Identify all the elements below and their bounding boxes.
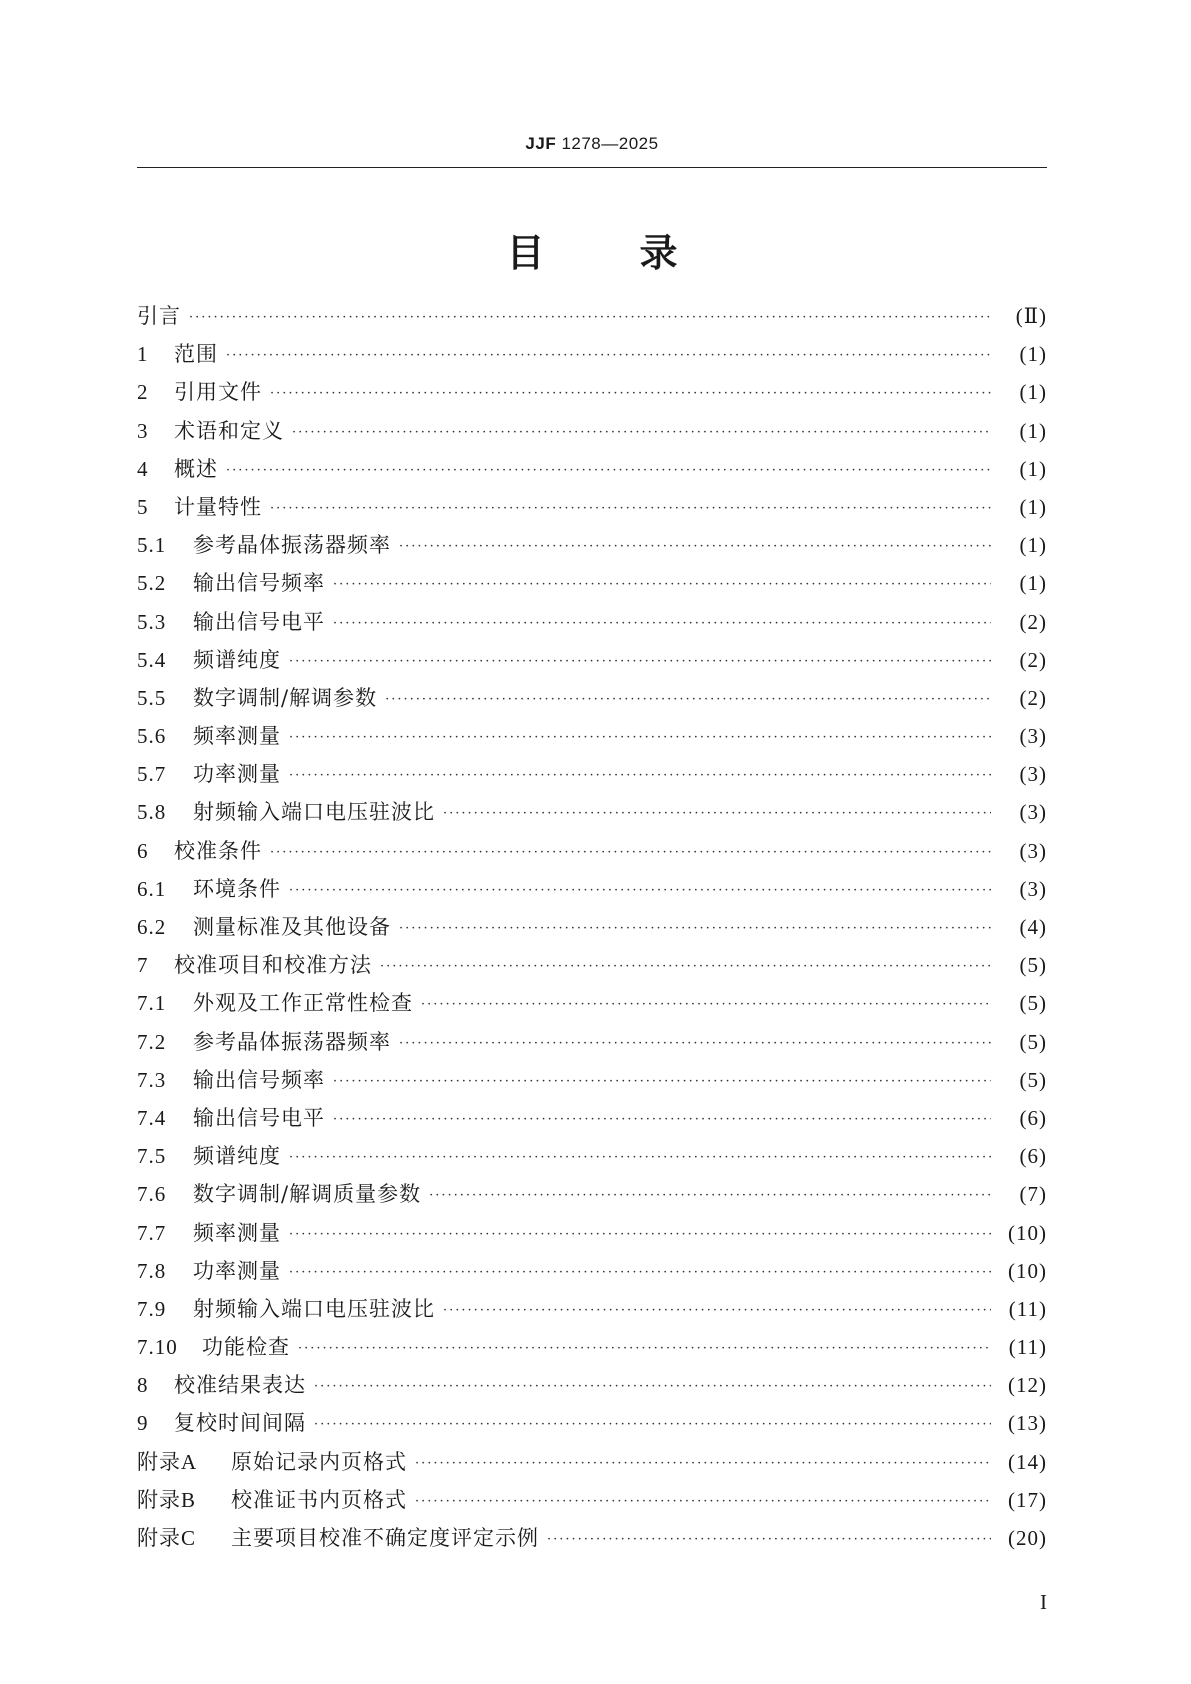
toc-section-number: 7.4 [137, 1105, 167, 1130]
toc-section-number: 5 [137, 494, 149, 519]
toc-leader-dots [289, 1227, 991, 1242]
toc-section-title: 输出信号频率 [193, 571, 325, 596]
toc-entry[interactable] [137, 1407, 1047, 1445]
toc-section-number: 1 [137, 342, 149, 367]
standard-code-number: 1278—2025 [561, 134, 659, 153]
toc-leader-dots [443, 806, 991, 821]
toc-leader-dots [314, 1417, 991, 1432]
toc-leader-dots [443, 1303, 991, 1318]
toc-leader-dots [421, 997, 991, 1012]
toc-section-title: 校准结果表达 [174, 1373, 306, 1398]
toc-page-number: (5) [1019, 1029, 1047, 1054]
toc-section-title: 频率测量 [193, 1220, 281, 1245]
toc-entry[interactable] [137, 1255, 1047, 1293]
toc-entry[interactable] [137, 987, 1047, 1025]
toc-page-number: (5) [1019, 953, 1047, 978]
toc-page-number: (2) [1019, 609, 1047, 634]
toc-section-number: 7.2 [137, 1029, 167, 1054]
toc-leader-dots [226, 348, 991, 363]
toc-entry[interactable] [137, 338, 1047, 376]
toc-section-title: 频率测量 [193, 724, 281, 749]
toc-page-number: (10) [1008, 1220, 1047, 1245]
toc-page-number: (3) [1019, 762, 1047, 787]
document-header [137, 134, 1047, 154]
toc-leader-dots [399, 539, 991, 554]
toc-section-title: 输出信号电平 [193, 1105, 325, 1130]
toc-page-number: (17) [1008, 1487, 1047, 1512]
toc-section-number: 6 [137, 838, 149, 863]
toc-section-number: 7.1 [137, 991, 167, 1016]
toc-entry[interactable] [137, 1446, 1047, 1484]
toc-section-title: 校准证书内页格式 [231, 1487, 407, 1512]
toc-section-number: 5.2 [137, 571, 167, 596]
toc-leader-dots [289, 654, 991, 669]
toc-section-title: 范围 [174, 342, 218, 367]
header-rule [137, 167, 1047, 168]
toc-section-title: 术语和定义 [174, 418, 284, 443]
toc-leader-dots [380, 959, 991, 974]
toc-leader-dots [415, 1494, 991, 1509]
toc-page-number: (20) [1008, 1526, 1047, 1550]
toc-section-number: 7 [137, 953, 149, 978]
toc-page-number: (1) [1019, 494, 1047, 519]
toc-entry[interactable] [137, 720, 1047, 758]
toc-section-title: 射频输入端口电压驻波比 [193, 800, 435, 825]
toc-entry[interactable] [137, 1140, 1047, 1178]
toc-leader-dots [270, 501, 991, 516]
toc-section-title: 外观及工作正常性检查 [193, 991, 413, 1016]
toc-entry[interactable] [137, 1217, 1047, 1255]
toc-section-number: 7.7 [137, 1220, 167, 1245]
toc-entry[interactable] [137, 567, 1047, 605]
toc-entry[interactable] [137, 1026, 1047, 1064]
toc-section-title: 原始记录内页格式 [231, 1449, 407, 1474]
toc-section-number: 5.8 [137, 800, 167, 825]
toc-leader-dots [333, 616, 991, 631]
toc-section-title: 主要项目校准不确定度评定示例 [231, 1526, 539, 1550]
toc-section-number: 6.2 [137, 915, 167, 939]
toc-page-number: (6) [1019, 1144, 1047, 1169]
toc-entry[interactable] [137, 873, 1047, 911]
toc-section-number: 3 [137, 418, 149, 443]
toc-section-title: 环境条件 [193, 876, 281, 901]
toc-page-number: (1) [1019, 571, 1047, 596]
toc-entry[interactable] [137, 491, 1047, 529]
toc-section-title: 概述 [174, 456, 218, 481]
toc-entry[interactable] [137, 644, 1047, 682]
toc-entry[interactable] [137, 1178, 1047, 1216]
toc-page-number: (Ⅱ) [1015, 304, 1047, 328]
toc-section-number: 7.6 [137, 1182, 167, 1207]
toc-page-number: (10) [1008, 1258, 1047, 1283]
toc-section-number: 8 [137, 1373, 149, 1398]
toc-section-number: 4 [137, 456, 149, 481]
toc-section-number: 7.10 [137, 1335, 178, 1360]
toc-section-number: 7.5 [137, 1144, 167, 1169]
toc-section-number: 5.1 [137, 533, 167, 558]
toc-entry[interactable] [137, 1293, 1047, 1331]
toc-leader-dots [292, 425, 991, 440]
toc-entry[interactable] [137, 1522, 1047, 1560]
toc-section-number: 5.6 [137, 724, 167, 749]
toc-entry[interactable] [137, 300, 1047, 338]
toc-entry[interactable] [137, 1064, 1047, 1102]
toc-section-title: 测量标准及其他设备 [193, 915, 391, 939]
toc-page-number: (1) [1019, 418, 1047, 443]
toc-page-number: (2) [1019, 647, 1047, 672]
toc-section-number: 附录A [137, 1449, 198, 1474]
toc-page-number: (3) [1019, 838, 1047, 863]
toc-leader-dots [333, 1112, 991, 1127]
toc-section-number: 5.5 [137, 685, 167, 710]
toc-entry[interactable] [137, 796, 1047, 834]
toc-section-number: 5.3 [137, 609, 167, 634]
toc-leader-dots [270, 386, 991, 401]
toc-section-title: 频谱纯度 [193, 1144, 281, 1169]
toc-entry[interactable] [137, 415, 1047, 453]
toc-leader-dots [226, 463, 991, 478]
toc-page-number: (7) [1019, 1182, 1047, 1207]
toc-section-title: 校准条件 [174, 838, 262, 863]
toc-page-number: (1) [1019, 342, 1047, 367]
toc-leader-dots [333, 577, 991, 592]
toc-section-number: 附录C [137, 1526, 197, 1550]
toc-leader-dots [189, 310, 991, 325]
toc-leader-dots [289, 1150, 991, 1165]
toc-leader-dots [314, 1379, 991, 1394]
toc-leader-dots [270, 845, 991, 860]
toc-page-number: (13) [1008, 1411, 1047, 1436]
toc-section-title: 参考晶体振荡器频率 [193, 533, 391, 558]
standard-code-prefix: JJF [525, 134, 557, 153]
toc-page-number: (11) [1008, 1296, 1047, 1321]
toc-entry[interactable] [137, 453, 1047, 491]
toc-page-number: (1) [1019, 380, 1047, 405]
page-title-char-2: 录 [639, 231, 678, 275]
toc-entry[interactable] [137, 949, 1047, 987]
toc-entry[interactable] [137, 1102, 1047, 1140]
toc-section-title: 输出信号电平 [193, 609, 325, 634]
toc-section-number: 5.4 [137, 647, 167, 672]
toc-section-title: 数字调制/解调参数 [193, 685, 378, 710]
toc-entry[interactable] [137, 1484, 1047, 1522]
toc-section-number: 7.9 [137, 1296, 167, 1321]
toc-page-number: (6) [1019, 1105, 1047, 1130]
page-title-char-1: 目 [506, 231, 545, 275]
toc-leader-dots [415, 1456, 991, 1471]
toc-entry[interactable] [137, 758, 1047, 796]
toc-page-number: (3) [1019, 724, 1047, 749]
toc-entry[interactable] [137, 682, 1047, 720]
toc-section-title: 射频输入端口电压驻波比 [193, 1296, 435, 1321]
toc-leader-dots [289, 1265, 991, 1280]
toc-entry[interactable] [137, 1369, 1047, 1407]
toc-section-number: 2 [137, 380, 149, 405]
toc-leader-dots [547, 1532, 991, 1547]
toc-section-number: 附录B [137, 1487, 197, 1512]
toc-section-title: 功率测量 [193, 762, 281, 787]
toc-entry[interactable] [137, 606, 1047, 644]
toc-entry[interactable] [137, 911, 1047, 949]
toc-page-number: (3) [1019, 800, 1047, 825]
toc-section-number: 7.3 [137, 1067, 167, 1092]
toc-page-number: (14) [1008, 1449, 1047, 1474]
toc-entry[interactable] [137, 376, 1047, 414]
toc-section-number: 5.7 [137, 762, 167, 787]
toc-page-number: (5) [1019, 991, 1047, 1016]
toc-leader-dots [289, 768, 991, 783]
toc-leader-dots [333, 1074, 991, 1089]
toc-section-title: 输出信号频率 [193, 1067, 325, 1092]
toc-page-number: (5) [1019, 1067, 1047, 1092]
toc-section-title: 引用文件 [174, 380, 262, 405]
toc-leader-dots [429, 1188, 991, 1203]
toc-section-title: 功能检查 [202, 1335, 290, 1360]
toc-page-number: (11) [1008, 1335, 1047, 1360]
toc-section-title: 计量特性 [174, 494, 262, 519]
toc-section-number: 9 [137, 1411, 149, 1436]
toc-page-number: (12) [1008, 1373, 1047, 1398]
toc-section-title: 参考晶体振荡器频率 [193, 1029, 391, 1054]
toc-entry[interactable] [137, 1331, 1047, 1369]
toc-section-title: 功率测量 [193, 1258, 281, 1283]
page-title [137, 222, 1047, 277]
toc-leader-dots [289, 730, 991, 745]
toc-section-title: 复校时间间隔 [174, 1411, 306, 1436]
toc-page-number: (3) [1019, 876, 1047, 901]
toc-section-title: 频谱纯度 [193, 647, 281, 672]
table-of-contents [137, 300, 1047, 1560]
toc-section-title: 引言 [137, 304, 181, 328]
toc-leader-dots [289, 883, 991, 898]
toc-leader-dots [399, 1036, 991, 1051]
toc-entry[interactable] [137, 835, 1047, 873]
toc-section-number: 6.1 [137, 876, 167, 901]
toc-leader-dots [399, 921, 991, 936]
toc-section-title: 校准项目和校准方法 [174, 953, 372, 978]
page-number: I [1040, 1590, 1047, 1614]
toc-section-number: 7.8 [137, 1258, 167, 1283]
toc-page-number: (4) [1019, 915, 1047, 939]
toc-leader-dots [385, 692, 991, 707]
toc-section-title: 数字调制/解调质量参数 [193, 1182, 422, 1207]
toc-entry[interactable] [137, 529, 1047, 567]
toc-page-number: (1) [1019, 456, 1047, 481]
toc-page-number: (1) [1019, 533, 1047, 558]
toc-leader-dots [298, 1341, 991, 1356]
toc-page-number: (2) [1019, 685, 1047, 710]
